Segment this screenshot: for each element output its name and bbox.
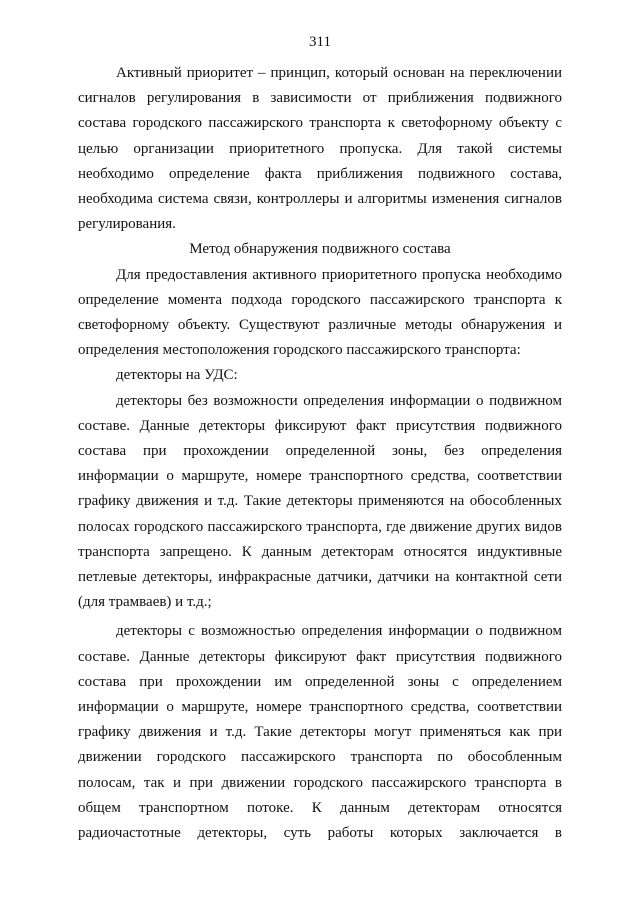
paragraph-detectors-with-info: детекторы с возможностью определения информации о подвижном составе. Данные детекторы фиксируют факт присутствия подвижного состава при прохождении им определенной зоны с определением информации о маршруте, номере транспортного средства, соответствии графику движения и т.д. Такие детекторы могут применяться как при движении городского пассажирского транспорта по обособленным полосам, так и при движении городского пассажирского транспорта в общем транспортном потоке. К данным детекторам относятся радиочастотные детекторы, суть работы которых заключается в (78, 623, 562, 842)
paragraph-uds-detectors: детекторы на УДС: (116, 367, 238, 384)
paragraph-detection-methods: Для предоставления активного приоритетного пропуска необходимо определение момента подхода городского пассажирского транспорта к светофорному объекту. Существуют различные методы обнаружения и определения местоположения городского пассажирского транспорта: (78, 266, 562, 359)
paragraph-active-priority: Активный приоритет – принцип, который основан на переключении сигналов регулирования в зависимости от приближения подвижного состава городского пассажирского транспорта к светофорному объекту с целью организации приоритетного пропуска. Для такой системы необходимо определение факта приближения подвижного состава, необходима система связи, контроллеры и алгоритмы изменения сигналов регулирования. (78, 65, 562, 233)
page-number: 311 (309, 34, 331, 50)
document-body (78, 61, 562, 846)
section-heading: Метод обнаружения подвижного состава (189, 241, 451, 258)
paragraph-detectors-without-info: детекторы без возможности определения информации о подвижном составе. Данные детекторы фиксируют факт присутствия подвижного состава при прохождении определенной зоны, без определения информации о маршруте, номере транспортного средства, соответствии графику движения и т.д. Такие детекторы применяются на обособленных полосах городского пассажирского транспорта, где движение других видов транспорта запрещено. К данным детекторам относятся индуктивные петлевые детекторы, инфракрасные датчики, датчики на контактной сети (для трамваев) и т.д.; (78, 392, 562, 611)
